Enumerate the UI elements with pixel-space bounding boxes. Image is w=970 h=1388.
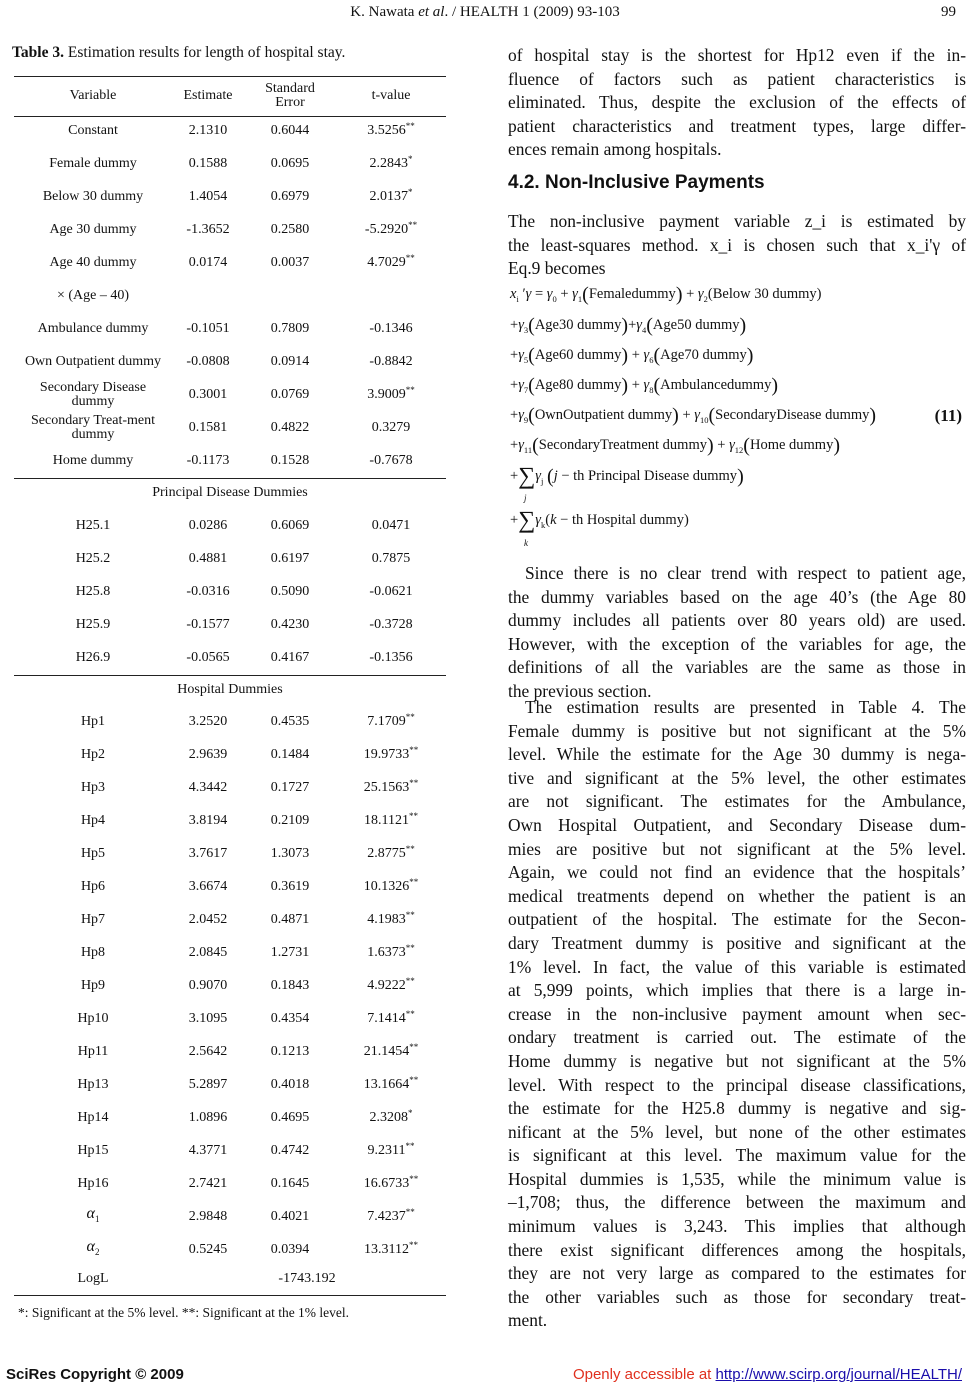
variable-cell: Secondary Treat-ment dummy (30, 413, 156, 442)
paragraph-4 (508, 696, 966, 1333)
t-value-number: 2.8775 (367, 846, 406, 861)
eq-term-age60: Age60 dummy (534, 347, 622, 363)
table-top-rule (14, 76, 446, 77)
std-error-cell: 0.0037 (270, 255, 310, 270)
variable-cell: Hp10 (77, 1011, 109, 1026)
section-rule-hospital (14, 675, 446, 676)
t-value-number: 13.3112 (364, 1242, 409, 1257)
t-value-number: 7.4237 (367, 1209, 406, 1224)
col-header-variable: Variable (69, 88, 117, 103)
estimate-cell: 0.4881 (188, 551, 228, 566)
variable-cell: Hp4 (80, 813, 106, 828)
equation-11: $x_i$ $'\gamma = \gamma_0$ + $\gamma_1(Femaledummy)$ + $\gamma_2(Below$ 30 dummy) $+\gamma_3(Age30$ $dummy)+\gamma_4(Age50$ dummy) $+\gamma_5(Age60$ dummy) + $\gamma_6(Age70$ dummy) $+\gamma_7(Age80$ dummy) + $\gamma_8(Ambulancedummy)$ $+\gamma_9(OwnOutpatient$ dummy) + $\gamma_{10}(SecondaryDisease$ dummy) (11) $+\gamma_{11}(SecondaryTreatment$ dummy) + $\gamma_{12}(Home$ dummy) $+\sum\gamma_j$ (j − th Principal Disease dummy) j $+\sum\gamma_k(k$ − th Hospital dummy) k (510, 283, 962, 548)
text-line: crease in the non-inclusive payment amount when sec- (508, 1003, 966, 1024)
variable-cell: Hp13 (77, 1077, 109, 1092)
text-line: Hospital dummies is 1,535, while the minimum value is (508, 1168, 966, 1189)
std-error-cell: 0.0914 (270, 354, 310, 369)
t-value-number: -5.2920 (364, 222, 409, 237)
text-line: Female dummy is positive but not significant at the 5% (508, 720, 966, 741)
variable-cell: Female dummy (49, 156, 137, 171)
eq-term-secondary-disease: SecondaryDisease dummy (715, 407, 870, 423)
estimate-cell: 2.5642 (188, 1044, 228, 1059)
estimate-cell: 3.2520 (188, 714, 228, 729)
estimate-cell: 5.2897 (188, 1077, 228, 1092)
table-row (14, 1005, 446, 1033)
std-error-cell: 0.1213 (270, 1044, 310, 1059)
variable-cell: Hp6 (80, 879, 106, 894)
variable-cell: Hp11 (77, 1044, 109, 1059)
alpha-symbol: $\alpha_2$ (86, 1238, 100, 1258)
table-row (14, 972, 446, 1000)
paragraph-2 (508, 210, 966, 281)
table-row (14, 644, 446, 672)
std-error-cell: 0.4695 (270, 1110, 310, 1125)
std-error-cell: 0.1645 (270, 1176, 310, 1191)
estimate-cell: 1.0896 (188, 1110, 228, 1125)
table-row (14, 183, 446, 211)
text-line: they are not very large as compared to the estimates for (508, 1263, 966, 1284)
t-value-cell: 19.9733 ** (363, 745, 419, 762)
t-value-number: 3.5256 (367, 123, 406, 138)
text-line: the least-squares method. x_i is chosen such that x_i'γ of (508, 234, 966, 255)
t-value-number: 4.1983 (367, 912, 406, 927)
variable-cell: Hp2 (80, 747, 106, 762)
t-value-cell: 2.8775 ** (367, 844, 415, 861)
header-citation (0, 4, 970, 21)
eq-term-principal-disease: th Principal Disease dummy (573, 468, 738, 484)
variable-cell: Hp7 (80, 912, 106, 927)
text-line: tive and significant at the 5% level, the other estimates (508, 767, 966, 788)
t-value-cell: 2.3208 * (369, 1108, 413, 1125)
std-error-cell: 0.4354 (270, 1011, 310, 1026)
estimate-cell: 0.3001 (188, 387, 228, 402)
t-value-number: 2.2843 (369, 156, 408, 171)
text-line: dary Treatment dummy is positive and significant at the (508, 932, 966, 953)
std-error-cell: 0.4021 (270, 1209, 310, 1224)
t-value-number: 1.6373 (367, 945, 406, 960)
table-footnote: *: Significant at the 5% level. **: Significant at the 1% level. (18, 1305, 350, 1320)
variable-cell: H25.1 (75, 518, 111, 533)
text-line: the dummy variables based on the age 40’s (the Age 80 (508, 586, 966, 607)
t-value-number: 13.1664 (363, 1077, 410, 1092)
std-error-cell: 0.3619 (270, 879, 310, 894)
text-line: nificant at the 5% level, but none of the other estimates (508, 1121, 966, 1142)
table-row (14, 873, 446, 901)
text-line: is significant at this level. The maximum value for the (508, 1145, 966, 1166)
eq-line-2: $+\gamma_3(Age30$ $dummy)+\gamma_4(Age50$ dummy) (510, 314, 747, 337)
estimate-cell: -0.0808 (186, 354, 230, 369)
t-value-number: 7.1709 (367, 714, 406, 729)
eq-term-hospital: th Hospital dummy) (571, 512, 689, 528)
table-row-alpha (14, 1203, 446, 1231)
eq-term-age30: Age30 dummy (534, 317, 622, 333)
table-row (14, 1071, 446, 1099)
table-row (14, 545, 446, 573)
t-value-cell: 3.5256 ** (367, 121, 415, 138)
text-line: eliminated. Thus, despite the exclusion of the effects of (508, 92, 966, 113)
t-value-cell: 13.3112 ** (364, 1240, 418, 1257)
t-value-number: 0.0471 (371, 518, 411, 533)
estimate-cell: 2.0845 (188, 945, 228, 960)
estimate-cell: 2.1310 (188, 123, 228, 138)
variable-cell: Hp15 (77, 1143, 109, 1158)
header-authors: K. Nawata (350, 4, 419, 20)
table-row (14, 447, 446, 475)
t-value-cell (336, 512, 446, 540)
text-line: The estimation results are presented in Table 4. The (525, 697, 966, 717)
t-value-number: 0.3279 (371, 420, 411, 435)
col-header-t-value: t-value (371, 88, 411, 103)
t-value-number: 4.7029 (367, 255, 406, 270)
section-heading: 4.2. Non-Inclusive Payments (508, 172, 765, 193)
variable-cell: H25.2 (75, 551, 111, 566)
t-value-cell (336, 578, 446, 606)
text-line: minimum values is 3,243. This implies that although (508, 1216, 966, 1237)
table-row (14, 611, 446, 639)
t-value-number: 16.6733 (363, 1176, 410, 1191)
t-value-cell: 4.9222 ** (367, 976, 415, 993)
estimate-cell: -0.1577 (186, 617, 230, 632)
paragraph-1 (508, 44, 966, 162)
std-error-cell: 0.0394 (270, 1242, 310, 1257)
std-error-cell: 0.5090 (270, 584, 310, 599)
std-error-cell: 0.6069 (270, 518, 310, 533)
eq-line-6: $+\gamma_{11}(SecondaryTreatment$ dummy) + $\gamma_{12}(Home$ dummy) (510, 434, 841, 457)
eq-term-age50: Age50 dummy (652, 317, 740, 333)
estimate-cell: 0.1581 (188, 420, 228, 435)
variable-cell: Constant (68, 123, 118, 138)
table-row (14, 117, 446, 145)
equation-number: (11) (934, 406, 962, 425)
estimate-cell: 1.4054 (188, 189, 228, 204)
footer-copyright: SciRes Copyright © 2009 (6, 1366, 184, 1383)
estimate-cell: -0.1173 (186, 453, 230, 468)
table-row (14, 282, 446, 310)
estimate-cell: -0.0316 (186, 584, 230, 599)
header-journal-ref: . / HEALTH 1 (2009) 93-103 (444, 4, 620, 20)
text-line: fluence of factors such as patient characteristics is (508, 68, 966, 89)
eq-line-7: $+\sum\gamma_j$ (j − th Principal Disease dummy) (510, 463, 744, 490)
t-value-cell: 25.1563 ** (363, 778, 419, 795)
variable-cell (14, 1236, 172, 1264)
t-value-cell: 4.7029 ** (367, 253, 415, 270)
text-line: the other variables such as those for secondary treat- (508, 1286, 966, 1307)
t-value-cell (336, 644, 446, 672)
footer-access (573, 1366, 962, 1383)
table-row (14, 906, 446, 934)
estimate-cell: 2.7421 (188, 1176, 228, 1191)
t-value-cell (336, 315, 446, 343)
std-error-cell: 0.1484 (270, 747, 310, 762)
std-error-cell: 0.6044 (270, 123, 310, 138)
table-row (14, 249, 446, 277)
table-row (14, 1137, 446, 1165)
std-error-cell: 0.4230 (270, 617, 310, 632)
eq-line-4: $+\gamma_7(Age80$ dummy) + $\gamma_8(Ambulancedummy)$ (510, 374, 778, 397)
text-line: there exist significant differences among the hospitals, (508, 1239, 966, 1260)
t-value-cell: 16.6733 ** (363, 1174, 419, 1191)
estimate-cell: 0.1588 (188, 156, 228, 171)
text-line: dummy includes all patients over 80 years old) are used. (508, 610, 966, 631)
std-error-cell: 0.7809 (270, 321, 310, 336)
table-row (14, 708, 446, 736)
std-error-cell: 0.6197 (270, 551, 310, 566)
alpha-symbol: $\alpha_1$ (86, 1205, 100, 1225)
estimate-cell: 0.9070 (188, 978, 228, 993)
table-row (14, 1104, 446, 1132)
text-line: at 5,999 points, which implies that there is a large in- (508, 980, 966, 1001)
eq-line-5: $+\gamma_9(OwnOutpatient$ dummy) + $\gamma_{10}(SecondaryDisease$ dummy) (510, 404, 877, 427)
logl-value: -1743.192 (278, 1271, 336, 1286)
eq-term-age80: Age80 dummy (534, 377, 622, 393)
table-row-logl (14, 1265, 446, 1293)
estimate-cell: 3.6674 (188, 879, 228, 894)
estimate-cell: 4.3771 (188, 1143, 228, 1158)
text-line: level. With respect to the principal disease classifications, (508, 1074, 966, 1095)
t-value-number: 7.1414 (367, 1011, 406, 1026)
std-error-cell: 0.1843 (270, 978, 310, 993)
std-error-cell: 0.1528 (270, 453, 310, 468)
std-error-cell: 1.3073 (270, 846, 310, 861)
t-value-cell: 1.6373 ** (367, 943, 415, 960)
table-row (14, 1038, 446, 1066)
table-bottom-rule (14, 1295, 446, 1296)
t-value-number: 18.1121 (364, 813, 409, 828)
estimate-cell (172, 282, 244, 310)
std-error-cell: 0.4871 (270, 912, 310, 927)
text-line: ment. (508, 1310, 548, 1331)
std-error-cell: 0.0769 (270, 387, 310, 402)
table-row (14, 216, 446, 244)
t-value-cell: 10.1326 ** (363, 877, 419, 894)
eq-term-own-outpatient: OwnOutpatient dummy (534, 407, 673, 423)
estimate-cell: 2.9848 (188, 1209, 228, 1224)
variable-cell: H26.9 (75, 650, 111, 665)
std-error-cell: 0.2580 (270, 222, 310, 237)
t-value-cell: 2.2843 * (369, 154, 413, 171)
variable-cell: × (Age – 40) (56, 288, 130, 303)
t-value-cell (336, 414, 446, 442)
variable-cell: Below 30 dummy (42, 189, 144, 204)
variable-cell: Secondary Disease dummy (39, 380, 147, 409)
std-error-cell: 0.6979 (270, 189, 310, 204)
t-value-number: 25.1563 (363, 780, 410, 795)
variable-cell: Hp14 (77, 1110, 109, 1125)
variable-cell: Ambulance dummy (37, 321, 149, 336)
text-line: of hospital stay is the shortest for Hp12 even if the in- (508, 45, 966, 65)
estimate-cell: 0.0286 (188, 518, 228, 533)
std-error-cell: 0.4535 (270, 714, 310, 729)
variable-cell: H25.9 (75, 617, 111, 632)
text-line: However, with the exception of the variables for age, the (508, 633, 966, 654)
estimate-cell: 3.1095 (188, 1011, 228, 1026)
estimate-cell: -0.1051 (186, 321, 230, 336)
table-row (14, 840, 446, 868)
t-value-cell: 9.2311 ** (367, 1141, 415, 1158)
eq-term-age70: Age70 dummy (660, 347, 747, 363)
text-line: 1% level. In fact, the value of this variable is estimated (508, 956, 966, 977)
t-value-number: 9.2311 (367, 1143, 406, 1158)
variable-cell: Age 30 dummy (49, 222, 137, 237)
eq-term-female: Femaledummy (588, 286, 676, 302)
col-header-estimate: Estimate (183, 88, 233, 103)
estimate-cell: -0.0565 (186, 650, 230, 665)
section-rule-disease (14, 478, 446, 479)
t-value-number: -0.0621 (369, 584, 413, 599)
section-label-hospital: Hospital Dummies (177, 682, 283, 697)
section-label-disease: Principal Disease Dummies (152, 485, 308, 500)
page-number: 99 (941, 4, 956, 20)
logl-label: LogL (77, 1271, 109, 1286)
variable-cell: Hp8 (80, 945, 106, 960)
header-etal: et al (418, 4, 445, 20)
text-line: definitions of all the variables are the same as those in (508, 657, 966, 678)
table-caption-label: Table 3. (12, 44, 64, 61)
table-row-alpha (14, 1236, 446, 1264)
t-value-cell (336, 447, 446, 475)
t-value-number: 0.7875 (371, 551, 411, 566)
eq-line-3: $+\gamma_5(Age60$ dummy) + $\gamma_6(Age70$ dummy) (510, 344, 754, 367)
t-value-number: 21.1454 (363, 1044, 410, 1059)
t-value-cell: 13.1664 ** (363, 1075, 419, 1092)
estimate-cell: 2.9639 (188, 747, 228, 762)
table-row (14, 1170, 446, 1198)
estimate-cell: 0.5245 (188, 1242, 228, 1257)
variable-cell: Hp3 (80, 780, 106, 795)
paragraph-3 (508, 562, 966, 704)
t-value-cell: 7.1414 ** (367, 1009, 415, 1026)
t-value-cell (336, 611, 446, 639)
table-row (14, 741, 446, 769)
table-header-row (14, 82, 446, 112)
estimate-cell: 4.3442 (188, 780, 228, 795)
variable-cell: H25.8 (75, 584, 111, 599)
table-row (14, 512, 446, 540)
col-header-standard-error: Standard Error (265, 81, 315, 110)
t-value-cell: 7.1709 ** (367, 712, 415, 729)
text-line: Again, we could not find an evidence that the hospitals’ (508, 862, 966, 883)
text-line: The non-inclusive payment variable z_i is estimated by (508, 211, 966, 231)
t-value-cell (336, 348, 446, 376)
journal-link[interactable]: http://www.scirp.org/journal/HEALTH/ (715, 1366, 962, 1383)
std-error-cell: 0.4822 (270, 420, 310, 435)
text-line: medical treatments depend on whether the patient is an (508, 885, 966, 906)
text-line: Own Hospital Outpatient, and Secondary Disease dum- (508, 814, 966, 835)
text-line: Since there is no clear trend with respect to patient age, (525, 563, 966, 583)
text-line: patient characteristics and treatment types, large differ- (508, 115, 966, 136)
variable-cell (14, 1203, 172, 1231)
std-error-cell: 0.0695 (270, 156, 310, 171)
text-line: are not significant. The estimates for the Ambulance, (508, 791, 966, 812)
text-line: mies are positive but not significant at the 5% level. (508, 838, 966, 859)
variable-cell: Hp9 (80, 978, 106, 993)
table-caption (12, 44, 345, 62)
running-header (0, 4, 970, 22)
std-error-cell: 0.1727 (270, 780, 310, 795)
variable-cell: Hp5 (80, 846, 106, 861)
eq-term-home: Home dummy (749, 437, 834, 453)
table-row (14, 348, 446, 376)
estimate-cell: 3.8194 (188, 813, 228, 828)
table-row (14, 939, 446, 967)
eq-term-below30: (Below 30 dummy) (707, 286, 822, 302)
variable-cell: Home dummy (52, 453, 134, 468)
variable-cell: Hp1 (80, 714, 106, 729)
estimate-cell: 3.7617 (188, 846, 228, 861)
table-row (14, 578, 446, 606)
text-line: Eq.9 becomes (508, 258, 606, 279)
t-value-cell (336, 282, 446, 310)
eq-term-ambulance: Ambulancedummy (660, 377, 772, 393)
text-line: Home dummy is negative but not significant at the 5% (508, 1050, 966, 1071)
table-row (14, 315, 446, 343)
footer-access-text: Openly accessible at (572, 1366, 716, 1383)
std-error-cell: 1.2731 (270, 945, 310, 960)
t-value-number: -0.1346 (369, 321, 413, 336)
table-row (14, 807, 446, 835)
text-line: ences remain among hospitals. (508, 139, 722, 160)
text-line: level. While the estimate for the Age 30 dummy is nega- (508, 744, 966, 765)
eq-term-secondary-treatment: SecondaryTreatment dummy (538, 437, 707, 453)
t-value-number: 2.0137 (369, 189, 408, 204)
eq-line-8: $+\sum\gamma_k(k$ − th Hospital dummy) (510, 507, 689, 534)
text-line: –1,708; thus, the difference between the maximum and (508, 1192, 966, 1213)
t-value-cell (336, 545, 446, 573)
std-error-cell (246, 282, 334, 310)
t-value-number: -0.3728 (369, 617, 413, 632)
text-line: ondary treatment is carried out. The estimate of the (508, 1027, 966, 1048)
t-value-cell: 4.1983 ** (367, 910, 415, 927)
t-value-cell: 7.4237 ** (367, 1207, 415, 1224)
t-value-number: 19.9733 (363, 747, 410, 762)
variable-cell: Own Outpatient dummy (24, 354, 162, 369)
t-value-cell: 2.0137 * (369, 187, 413, 204)
t-value-number: 3.9009 (367, 387, 406, 402)
t-value-cell: 21.1454 ** (363, 1042, 419, 1059)
std-error-cell: 0.2109 (270, 813, 310, 828)
t-value-cell: -5.2920 ** (364, 220, 418, 237)
table-row (14, 150, 446, 178)
t-value-number: -0.7678 (369, 453, 413, 468)
table-caption-text: Estimation results for length of hospital stay. (63, 44, 346, 61)
std-error-cell: 0.4167 (270, 650, 310, 665)
variable-cell: Age 40 dummy (49, 255, 137, 270)
variable-cell: Hp16 (77, 1176, 109, 1191)
t-value-number: 4.9222 (367, 978, 406, 993)
std-error-cell: 0.4018 (270, 1077, 310, 1092)
estimate-cell: 0.0174 (188, 255, 228, 270)
t-value-number: 10.1326 (363, 879, 410, 894)
t-value-cell: 18.1121 ** (364, 811, 418, 828)
estimate-cell: -1.3652 (186, 222, 230, 237)
text-line: outpatient of the hospital. The estimate for the Secon- (508, 909, 966, 930)
t-value-number: -0.1356 (369, 650, 413, 665)
table-row (14, 414, 446, 442)
t-value-number: 2.3208 (369, 1110, 408, 1125)
estimate-cell: 2.0452 (188, 912, 228, 927)
t-value-cell: 3.9009 ** (367, 385, 415, 402)
t-value-number: -0.8842 (369, 354, 413, 369)
eq-line-1: $x_i$ $'\gamma = \gamma_0$ + $\gamma_1(Femaledummy)$ + $\gamma_2(Below$ 30 dummy) (510, 283, 822, 306)
text-line: the previous section. (508, 680, 652, 701)
table-row (14, 774, 446, 802)
table-row (14, 381, 446, 409)
std-error-cell: 0.4742 (270, 1143, 310, 1158)
text-line: the estimate for the H25.8 dummy is negative and sig- (508, 1098, 966, 1119)
